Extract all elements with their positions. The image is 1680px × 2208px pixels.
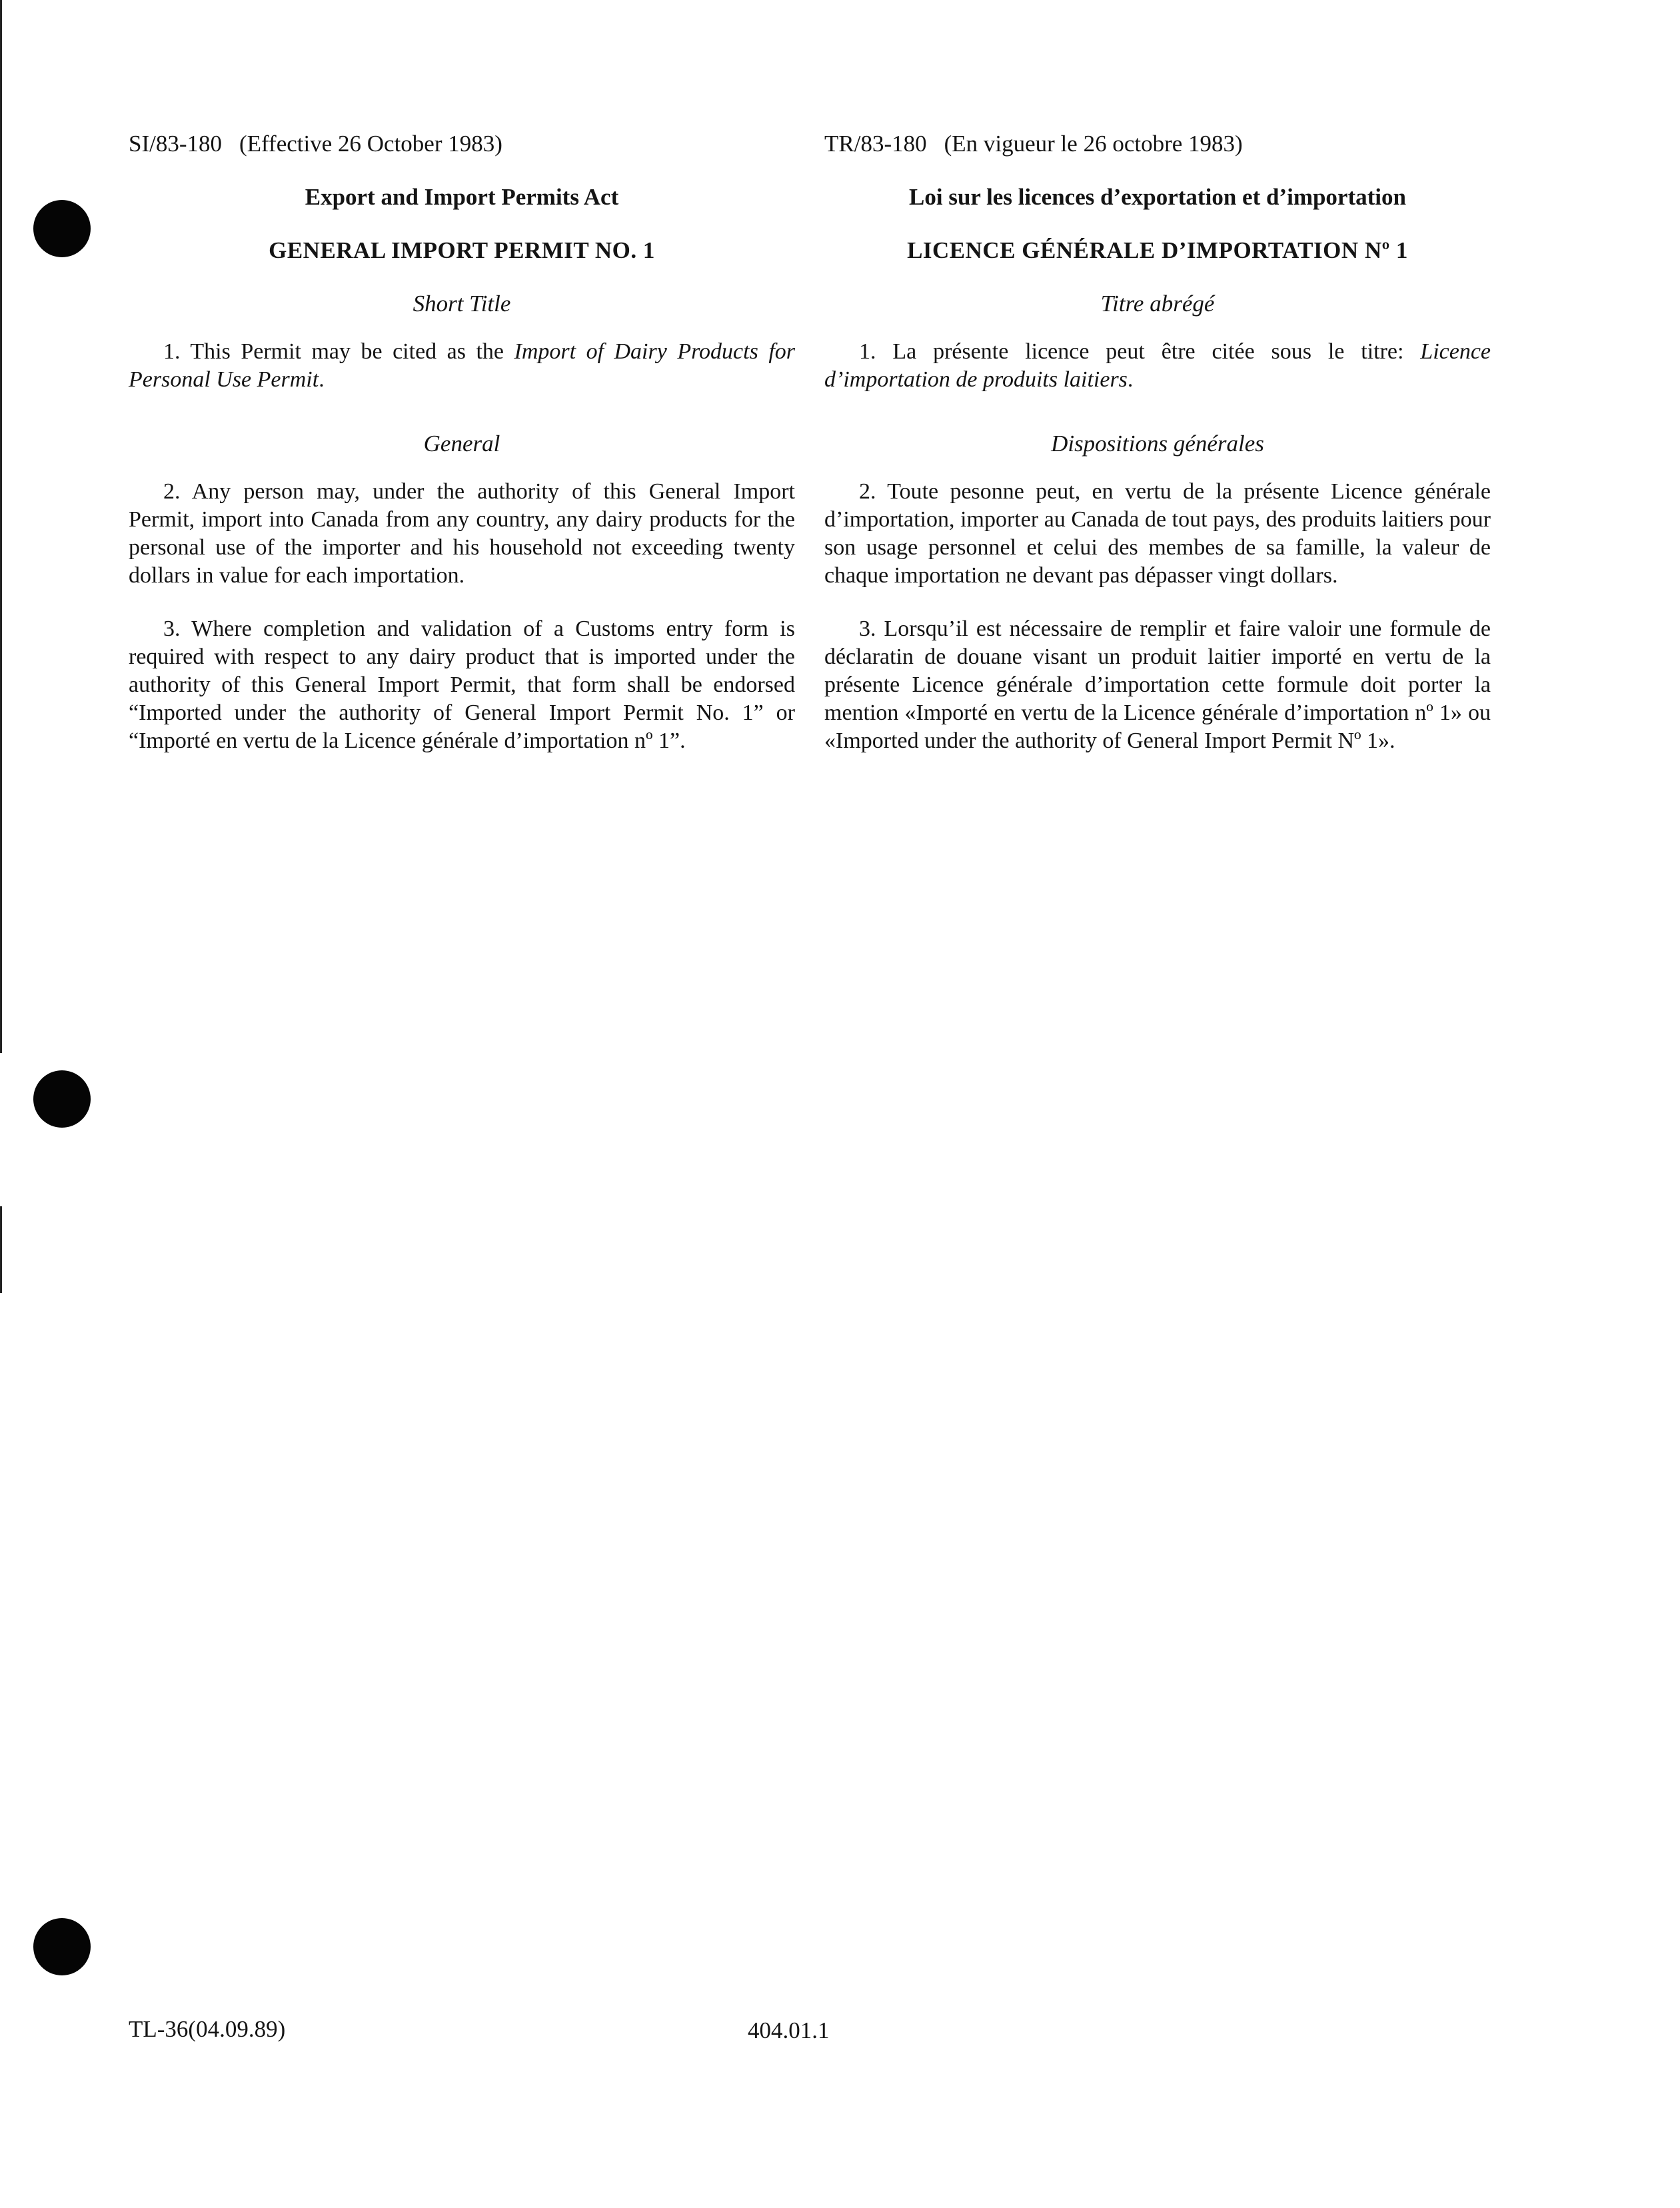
french-reference-line — [824, 130, 1491, 158]
french-effective-date: (En vigueur le 26 octobre 1983) — [944, 131, 1243, 157]
english-effective-date: (Effective 26 October 1983) — [239, 131, 502, 157]
punch-hole-bottom — [33, 1918, 91, 1975]
french-section-1: 1. La présente licence peut être citée sous le titre: Licence d’importation de produits laitiers. — [824, 339, 1491, 392]
english-act-title: Export and Import Permits Act — [305, 184, 619, 210]
english-general-heading: General — [423, 431, 500, 457]
french-short-title-heading: Titre abrégé — [1100, 291, 1215, 317]
footer-page-number: 404.01.1 — [748, 2017, 830, 2043]
french-permit-title: LICENCE GÉNÉRALE D’IMPORTATION Nº 1 — [907, 237, 1408, 263]
french-act-title: Loi sur les licences d’exportation et d’importation — [909, 184, 1406, 210]
footer-revision: TL-36(04.09.89) — [129, 2016, 286, 2042]
punch-hole-middle — [33, 1070, 91, 1128]
french-general-heading: Dispositions générales — [1051, 431, 1264, 457]
english-permit-short-title: Import of Dairy Products for Personal Use Permit — [129, 339, 795, 392]
french-reference: TR/83-180 — [824, 131, 927, 157]
punch-hole-top — [33, 200, 91, 257]
english-permit-title: GENERAL IMPORT PERMIT NO. 1 — [269, 237, 655, 263]
english-short-title-heading: Short Title — [413, 291, 511, 317]
french-section-2: 2. Toute pesonne peut, en vertu de la présente Licence générale d’importation, importer au Canada de tout pays, des produits laitiers pour son usage personnel et celui des membes de sa famille, la valeur de chaque importation ne devant pas dépasser vingt dollars. — [824, 479, 1491, 588]
english-reference-line — [129, 130, 795, 158]
english-section-3: 3. Where completion and validation of a Customs entry form is required with respect to any dairy product that is imported under the authority of this General Import Permit, that form shall be endorsed “Imported under the authority of General Import Permit No. 1” or “Importé en vertu de la Licence générale d’importation nº 1”. — [129, 616, 795, 753]
french-permit-short-title: Licence d’importation de produits laitiers — [824, 339, 1491, 392]
english-section-2: 2. Any person may, under the authority of this General Import Permit, import into Canada from any country, any dairy products for the personal use of the importer and his household not exceeding twenty dollars in value for each importation. — [129, 479, 795, 588]
english-column — [129, 130, 795, 780]
english-section-1: 1. This Permit may be cited as the Import of Dairy Products for Personal Use Permit. — [129, 339, 795, 392]
french-section-3: 3. Lorsqu’il est nécessaire de remplir et faire valoir une formule de déclaratin de douane visant un produit laitier importé en vertu de la présente Licence générale d’importation cette formule doit porter la mention «Importé en vertu de la Licence générale d’importation nº 1» ou «Imported under the authority of General Import Permit Nº 1». — [824, 616, 1491, 753]
left-binding-edge-lower — [0, 1206, 2, 1293]
left-binding-edge — [0, 0, 2, 1053]
french-column — [824, 130, 1491, 780]
english-reference: SI/83-180 — [129, 131, 222, 157]
